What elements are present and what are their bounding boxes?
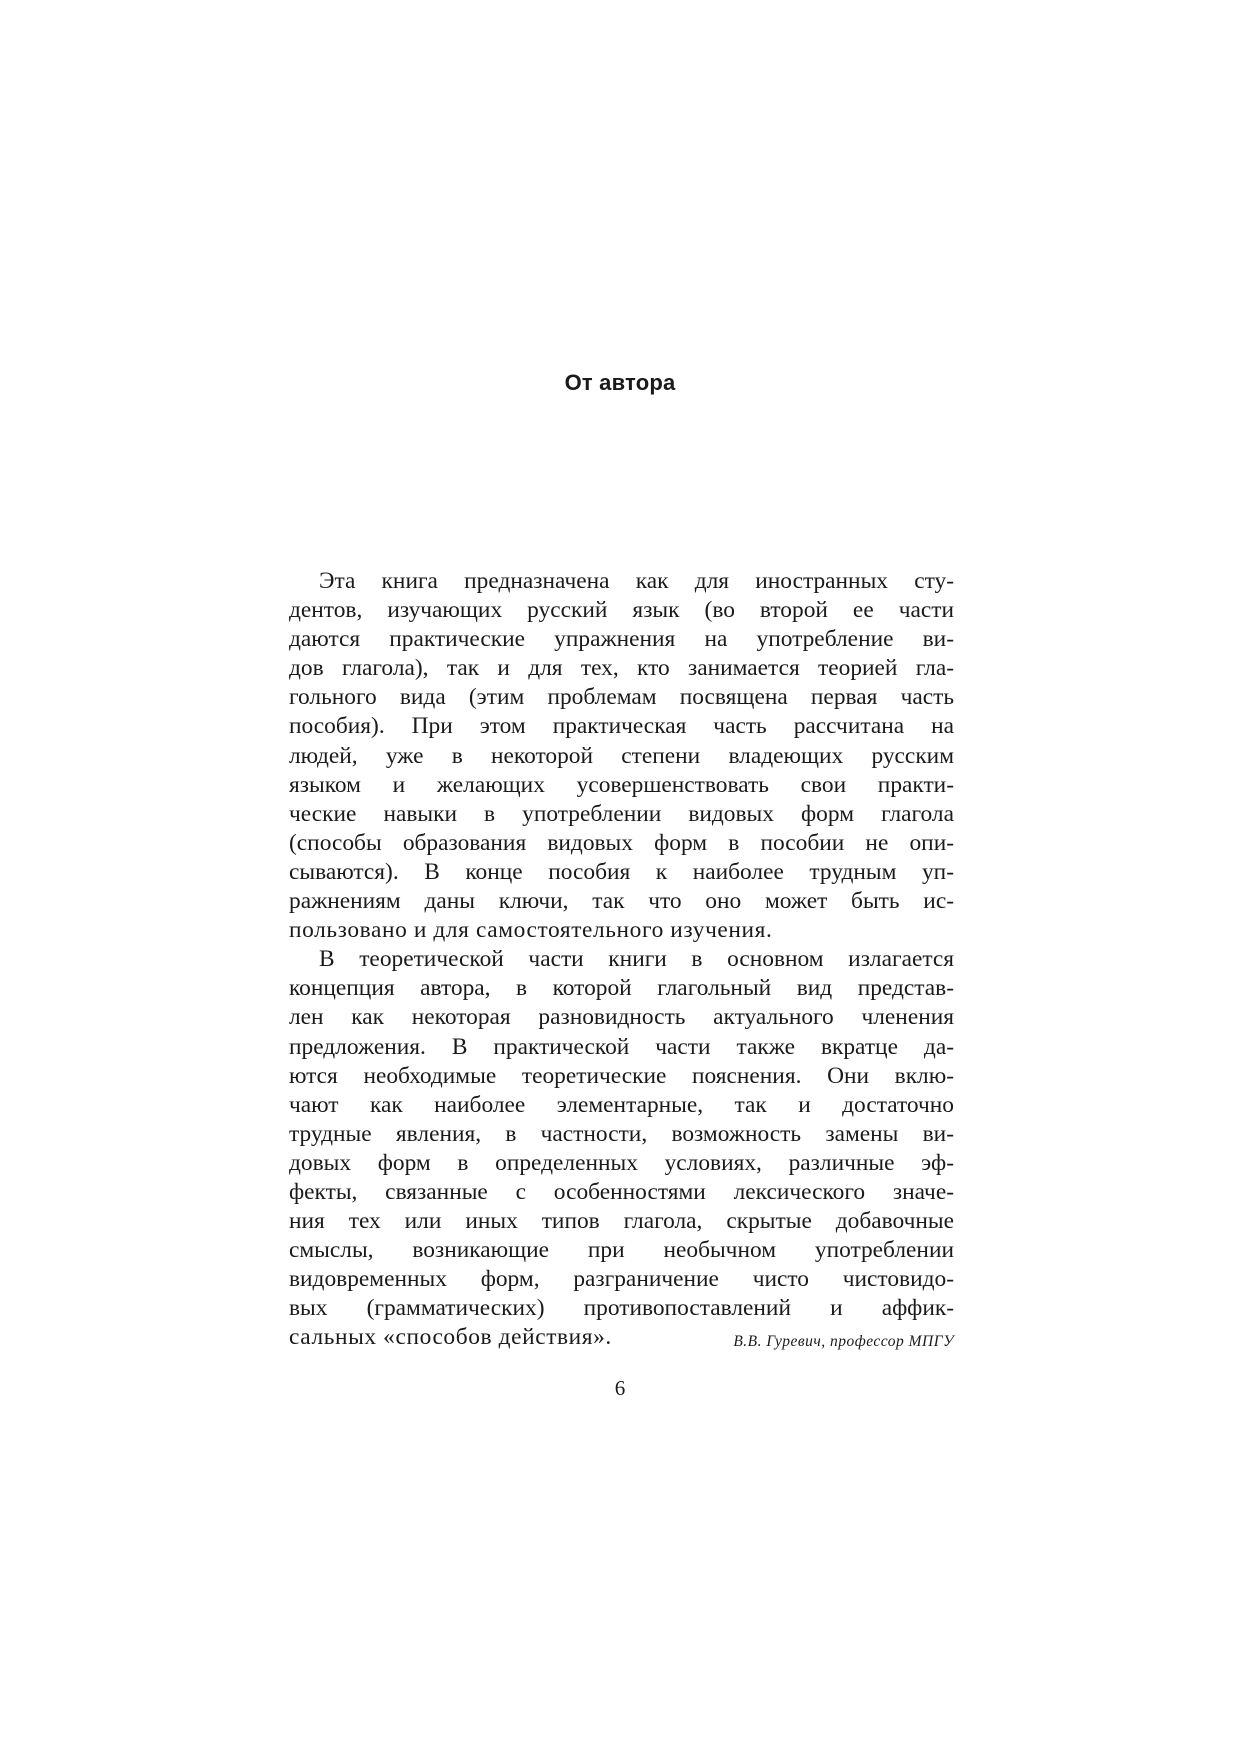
text-line: языком и желающих усовершенствовать свои практи-: [289, 771, 954, 798]
text-line: даются практические упражнения на употребление ви-: [289, 626, 954, 653]
text-line: вых (грамматических) противопоставлений и аффик-: [289, 1295, 954, 1322]
text-line: ражнениям даны ключи, так что оно может быть ис-: [289, 888, 954, 915]
text-line: (способы образования видовых форм в пособии не опи-: [289, 829, 954, 856]
text-line: ются необходимые теоретические пояснения. Они вклю-: [289, 1062, 954, 1089]
paragraph-2: [289, 945, 954, 1352]
text-line: Эта книга предназначена как для иностранных сту-: [319, 568, 954, 594]
text-line: чают как наиболее элементарные, так и достаточно: [289, 1091, 954, 1118]
preface-text: [289, 567, 954, 1353]
text-line: пособия). При этом практическая часть рассчитана на: [289, 713, 954, 740]
page-number: 6: [614, 1376, 626, 1400]
page-title: От автора: [564, 370, 676, 395]
text-line: ния тех или иных типов глагола, скрытые добавочные: [289, 1208, 954, 1235]
text-line: дентов, изучающих русский язык (во второй ее части: [289, 597, 954, 624]
text-line: трудные явления, в частности, возможность замены ви-: [289, 1120, 954, 1147]
text-line: лен как некоторая разновидность актуального членения: [289, 1004, 954, 1031]
text-line: концепция автора, в которой глагольный вид представ-: [289, 975, 954, 1002]
text-line: пользовано и для самостоятельного изучения.: [289, 917, 773, 944]
text-line: гольного вида (этим проблемам посвящена первая часть: [289, 684, 954, 711]
text-line: фекты, связанные с особенностями лексического значе-: [289, 1178, 954, 1205]
text-line: ческие навыки в употреблении видовых форм глагола: [289, 800, 954, 827]
text-line: В теоретической части книги в основном излагается: [319, 946, 954, 973]
text-line: сальных «способов действия».: [289, 1324, 612, 1351]
text-line: предложения. В практической части также вкратце да-: [289, 1033, 954, 1060]
text-line: дов глагола), так и для тех, кто занимается теорией гла-: [289, 655, 954, 682]
text-line: видовременных форм, разграничение чисто чистовидо-: [289, 1266, 954, 1293]
paragraph-1: [289, 567, 954, 945]
text-line: смыслы, возникающие при необычном употреблении: [289, 1237, 954, 1264]
text-line: довых форм в определенных условиях, различные эф-: [289, 1149, 954, 1176]
text-line: сываются). В конце пособия к наиболее трудным уп-: [289, 858, 954, 885]
text-line: людей, уже в некоторой степени владеющих русским: [289, 742, 954, 769]
author-signature: В.В. Гуревич, профессор МПГУ: [733, 1333, 954, 1350]
